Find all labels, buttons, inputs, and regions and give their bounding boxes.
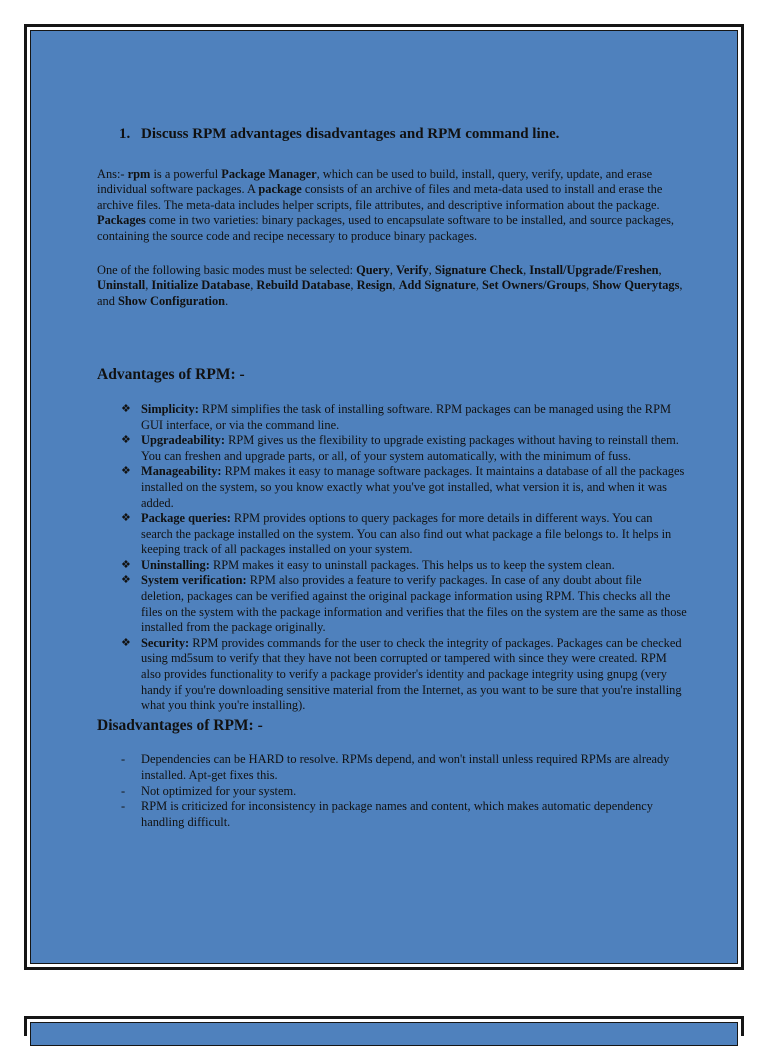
mode-query: Query: [356, 262, 390, 277]
dash-bullet: -: [121, 752, 126, 767]
advantage-text: RPM simplifies the task of installing software. RPM packages can be managed using the RPM GUI interface, or via the command line.: [141, 401, 671, 432]
advantage-term: Manageability:: [141, 464, 222, 479]
page-blue-panel: [30, 30, 738, 964]
diamond-bullet-icon: ❖: [121, 636, 131, 649]
modes-intro: One of the following basic modes must be selected:: [97, 262, 357, 277]
disadvantage-text: RPM is criticized for inconsistency in package names and content, which makes automatic dependency handling difficult.: [141, 799, 653, 829]
answer-text: come in two varieties: binary packages, used to encapsulate software to be installed, and source packages, containing the source code and recipe necessary to produce binary packages.: [97, 213, 675, 243]
diamond-bullet-icon: ❖: [121, 465, 131, 478]
diamond-bullet-icon: ❖: [121, 558, 131, 571]
answer-prefix: Ans:-: [97, 166, 128, 181]
list-item: [121, 558, 687, 574]
diamond-bullet-icon: ❖: [121, 402, 131, 415]
question-number: 1.: [119, 126, 131, 142]
question-text: Discuss RPM advantages disadvantages and RPM command line.: [141, 126, 560, 142]
mode-uninstall: Uninstall: [97, 278, 146, 293]
diamond-bullet-icon: ❖: [121, 574, 131, 587]
advantage-text: RPM gives us the flexibility to upgrade existing packages without having to reinstall them. You can freshen and upgrade parts, or all, of your system automatically, with the minimum of fuss.: [141, 433, 679, 463]
mode-rebuild-database: Rebuild Database: [256, 278, 351, 293]
list-item: [121, 402, 687, 433]
list-item: [121, 636, 687, 714]
answer-text: consists of an archive of files and meta-data used to install and erase the archive files. The meta-data includes helper scripts, file attributes, and descriptive information about the package.: [97, 182, 663, 212]
separator: ,: [350, 278, 357, 293]
mode-show-querytags: Show Querytags: [592, 278, 680, 293]
term-packages: Packages: [97, 213, 146, 228]
advantage-text: RPM provides commands for the user to check the integrity of packages. Packages can be checked using md5sum to verify that they have not been corrupted or tampered with since they were created. RPM also provides functionality to verify a package provider's identity and package integrity using gnupg (very handy if you're downloading sensitive material from the Internet, as you want to be sure that you're installing what you think you're installing).: [141, 635, 682, 713]
disadvantages-list: [97, 752, 687, 830]
advantage-text: RPM also provides a feature to verify packages. In case of any doubt about file deletion, packages can be verified against the original package information using RPM. This checks all the files on the system with the package information and verifies that the files on the system are the same as those installed from the package originally.: [141, 573, 687, 635]
separator: ,: [389, 262, 397, 277]
separator: , and: [97, 278, 683, 308]
disadvantage-text: Dependencies can be HARD to resolve. RPMs depend, and won't install unless required RPMs are already installed. Apt-get fixes this.: [141, 752, 670, 782]
list-item: [121, 511, 687, 558]
list-item: [121, 799, 687, 830]
list-item: [121, 752, 687, 783]
separator: ,: [250, 278, 257, 293]
term-package-manager: Package Manager: [221, 166, 317, 181]
separator: ,: [658, 262, 662, 277]
mode-verify: Verify: [396, 262, 429, 277]
advantage-text: RPM makes it easy to uninstall packages. This helps us to keep the system clean.: [209, 557, 615, 572]
advantage-text: RPM provides options to query packages for more details in different ways. You can search the package installed on the system. You can also find out what package a file belongs to. It helps in keeping track of all packages installed on your system.: [141, 511, 672, 557]
mode-set-owners-groups: Set Owners/Groups: [482, 278, 587, 293]
separator: ,: [586, 278, 593, 293]
answer-text: is a powerful: [150, 166, 222, 181]
advantage-term: Package queries:: [141, 511, 231, 526]
page-content: [97, 127, 687, 830]
next-page-top-edge: [24, 1016, 744, 1036]
dash-bullet: -: [121, 783, 126, 798]
advantages-heading: Advantages of RPM: -: [97, 366, 245, 384]
answer-paragraph: [97, 167, 687, 245]
mode-resign: Resign: [356, 278, 393, 293]
advantage-text: RPM makes it easy to manage software packages. It maintains a database of all the packages installed on the system, so you know exactly what you've got installed, what version it is, and when it was added.: [141, 464, 685, 510]
advantage-term: Simplicity:: [141, 401, 199, 416]
list-item: [121, 433, 687, 464]
period: .: [225, 293, 229, 308]
next-page-blue-panel: [30, 1022, 738, 1046]
diamond-bullet-icon: ❖: [121, 434, 131, 447]
diamond-bullet-icon: ❖: [121, 512, 131, 525]
separator: ,: [145, 278, 152, 293]
advantage-term: Uninstalling:: [141, 557, 210, 572]
mode-install-upgrade-freshen: Install/Upgrade/Freshen: [529, 262, 659, 277]
question-title: [119, 127, 687, 143]
term-package: package: [258, 182, 302, 197]
term-rpm: rpm: [127, 166, 151, 181]
list-item: [121, 784, 687, 800]
disadvantages-heading: Disadvantages of RPM: -: [97, 716, 263, 734]
separator: ,: [523, 262, 530, 277]
dash-bullet: -: [121, 799, 126, 814]
advantage-term: System verification:: [141, 573, 247, 588]
advantage-term: Security:: [141, 635, 190, 650]
separator: ,: [392, 278, 399, 293]
advantages-list: [97, 402, 687, 714]
document-page: [24, 24, 744, 970]
list-item: [121, 573, 687, 635]
modes-paragraph: [97, 263, 687, 310]
mode-initialize-database: Initialize Database: [151, 278, 251, 293]
advantage-term: Upgradeability:: [141, 433, 225, 448]
separator: ,: [428, 262, 435, 277]
separator: ,: [475, 278, 483, 293]
mode-show-configuration: Show Configuration: [118, 293, 226, 308]
list-item: [121, 464, 687, 511]
disadvantage-text: Not optimized for your system.: [141, 783, 297, 798]
mode-signature-check: Signature Check: [434, 262, 524, 277]
mode-add-signature: Add Signature: [398, 278, 476, 293]
answer-text: , which can be used to build, install, query, verify, update, and erase individual software packages. A: [97, 166, 653, 197]
